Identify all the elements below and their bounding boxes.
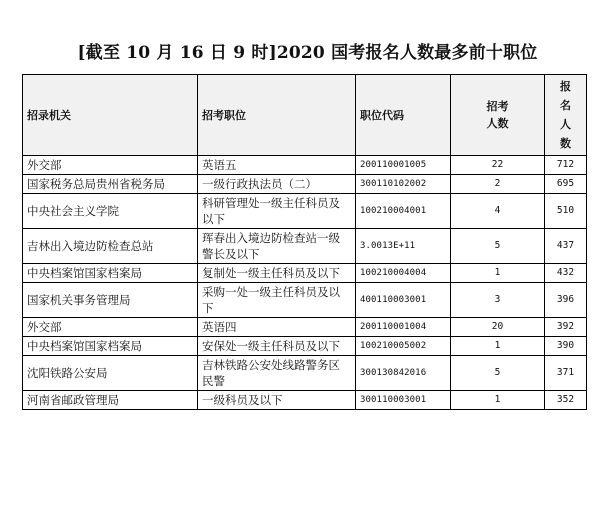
cell-position: 英语五 — [198, 156, 356, 175]
cell-code: 200110001005 — [356, 156, 451, 175]
table-row — [23, 356, 587, 391]
table-row — [23, 318, 587, 337]
header-recruit-line2: 人数 — [486, 117, 509, 130]
cell-position: 一级行政执法员（二） — [198, 175, 356, 194]
cell-recruit: 4 — [451, 194, 545, 229]
header-position: 招考职位 — [198, 75, 356, 156]
cell-recruit: 20 — [451, 318, 545, 337]
cell-code: 300110102002 — [356, 175, 451, 194]
header-agency: 招录机关 — [23, 75, 198, 156]
cell-applicants: 392 — [545, 318, 587, 337]
cell-code: 3.0013E+11 — [356, 229, 451, 264]
header-apply-line4: 数 — [560, 137, 571, 150]
cell-applicants: 712 — [545, 156, 587, 175]
cell-code: 300130842016 — [356, 356, 451, 391]
cell-recruit: 1 — [451, 264, 545, 283]
cell-position: 珲春出入境边防检查站一级警长及以下 — [198, 229, 356, 264]
table-row — [23, 175, 587, 194]
cell-applicants: 352 — [545, 391, 587, 410]
cell-code: 300110003001 — [356, 391, 451, 410]
cell-agency: 吉林出入境边防检查总站 — [23, 229, 198, 264]
cell-recruit: 1 — [451, 391, 545, 410]
table-row — [23, 264, 587, 283]
table-row — [23, 337, 587, 356]
table-row — [23, 283, 587, 318]
cell-recruit: 1 — [451, 337, 545, 356]
cell-position: 科研管理处一级主任科员及以下 — [198, 194, 356, 229]
header-apply-line1: 报 — [560, 80, 571, 93]
cell-recruit: 5 — [451, 356, 545, 391]
cell-recruit: 5 — [451, 229, 545, 264]
cell-position: 安保处一级主任科员及以下 — [198, 337, 356, 356]
cell-agency: 河南省邮政管理局 — [23, 391, 198, 410]
page-title: [截至 10 月 16 日 9 时]2020 国考报名人数最多前十职位 — [77, 43, 538, 63]
positions-table — [22, 74, 587, 410]
cell-recruit: 3 — [451, 283, 545, 318]
header-apply-line2: 名 — [560, 99, 571, 112]
header-applicant-count — [545, 75, 587, 156]
header-recruit-line1: 招考 — [486, 100, 509, 113]
cell-applicants: 437 — [545, 229, 587, 264]
cell-applicants: 390 — [545, 337, 587, 356]
table-header-row — [23, 75, 587, 156]
cell-code: 100210005002 — [356, 337, 451, 356]
cell-applicants: 432 — [545, 264, 587, 283]
cell-agency: 中央社会主义学院 — [23, 194, 198, 229]
cell-code: 200110001004 — [356, 318, 451, 337]
table-row — [23, 391, 587, 410]
cell-agency: 国家机关事务管理局 — [23, 283, 198, 318]
cell-applicants: 695 — [545, 175, 587, 194]
cell-code: 100210004001 — [356, 194, 451, 229]
cell-applicants: 510 — [545, 194, 587, 229]
cell-agency: 沈阳铁路公安局 — [23, 356, 198, 391]
table-row — [23, 156, 587, 175]
cell-recruit: 2 — [451, 175, 545, 194]
cell-position: 英语四 — [198, 318, 356, 337]
header-code: 职位代码 — [356, 75, 451, 156]
header-recruit-count — [451, 75, 545, 156]
cell-code: 400110003001 — [356, 283, 451, 318]
cell-position: 吉林铁路公安处线路警务区民警 — [198, 356, 356, 391]
cell-agency: 中央档案馆国家档案局 — [23, 337, 198, 356]
header-apply-line3: 人 — [560, 118, 571, 131]
cell-applicants: 396 — [545, 283, 587, 318]
cell-applicants: 371 — [545, 356, 587, 391]
cell-position: 一级科员及以下 — [198, 391, 356, 410]
cell-code: 100210004004 — [356, 264, 451, 283]
cell-agency: 外交部 — [23, 318, 198, 337]
table-row — [23, 229, 587, 264]
cell-position: 采购一处一级主任科员及以下 — [198, 283, 356, 318]
table-row — [23, 194, 587, 229]
cell-agency: 国家税务总局贵州省税务局 — [23, 175, 198, 194]
cell-position: 复制处一级主任科员及以下 — [198, 264, 356, 283]
cell-recruit: 22 — [451, 156, 545, 175]
cell-agency: 外交部 — [23, 156, 198, 175]
cell-agency: 中央档案馆国家档案局 — [23, 264, 198, 283]
